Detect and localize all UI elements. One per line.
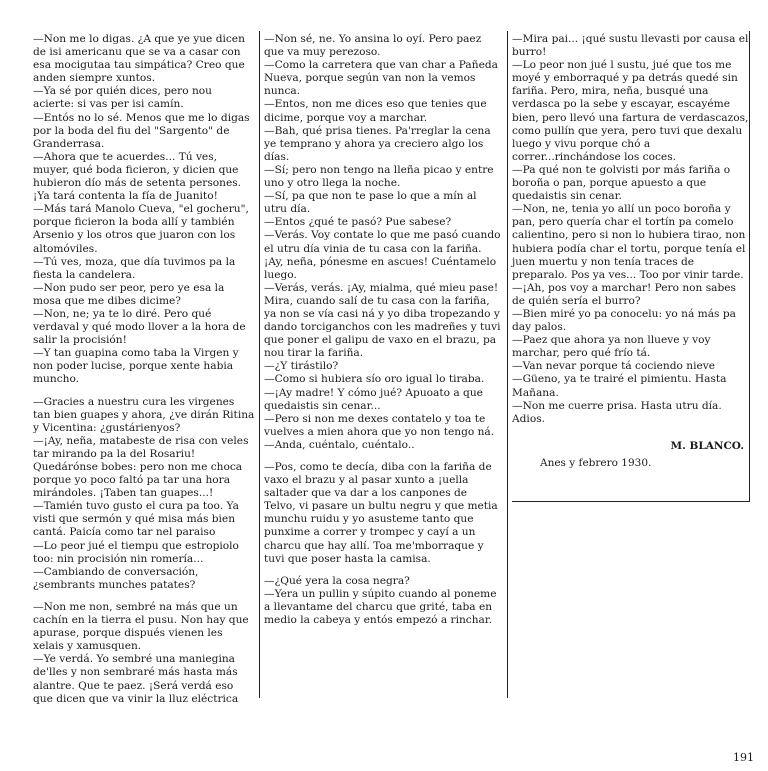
paragraph: —Ahora que te acuerdes... Tú ves, muyer, qué boda ficieron, y dicien que hubieron dío más de setenta persones. ¡Ya tará contenta la fía de Juanito!: [33, 150, 242, 203]
paragraph: —¡Ay madre! Y cómo jué? Apuoato a que quedaistis sin cenar...: [264, 386, 483, 412]
paragraph: —Cambiando de conversación, ¿sembrants munches patates?: [33, 565, 199, 591]
paragraph: —Non, ne; ya te lo diré. Pero qué verdaval y qué modo llover a la hora de salir la procisión!: [33, 307, 246, 347]
paragraph: —Van nevar porque tá cociendo nieve: [512, 360, 715, 373]
page-number: 191: [733, 751, 754, 764]
paragraph: —Ya sé por quién dices, pero nou acierte: si vas per isi camín.: [33, 85, 212, 111]
place-date: Anes y febrero 1930.: [540, 456, 652, 469]
paragraph: —Verás. Voy contate lo que me pasó cuando el utru día vinia de tu casa con la fariña.: [264, 229, 501, 255]
paragraph: —¡Ah, pos voy a marchar! Pero non sabes de quién sería el burro?: [512, 281, 736, 307]
paragraph: —Tamién tuvo gusto el cura pa too. Ya visti que sermón y qué misa más bien cantá. Paicía como tar nel paraiso: [33, 500, 239, 539]
paragraph: —Sí; pero non tengo na lleña picao y entre uno y otro llega la noche.: [264, 163, 494, 190]
paragraph: —Paez que ahora ya non llueve y voy marchar, pero qué frío tá.: [512, 334, 711, 360]
paragraph: —Mira pai... ¡qué sustu llevasti por causa el burro!: [512, 33, 749, 59]
column-divider-1: [259, 31, 260, 698]
paragraph: —¿Y tirástilo?: [264, 360, 339, 373]
paragraph: —Verás, verás. ¡Ay, mialma, qué mieu pase! Mira, cuando salí de tu casa con la fariña, ya non se vía casi ná y yo diba tropezando y dando torciganchos con les madreñes y tuvi que poner el galipu de vaxo en el brazu, pa nou tirar la fariña.: [264, 281, 501, 360]
paragraph: —Lo peor non jué l sustu, jué que tos me moyé y emborraqué y pa detrás quedé sin fariña. Pero, mira, neña, busqué una verdasca po la sebe y escayar, escayéme bien, pero llevó una fartura de verdascazos, como pullín que yera, pero tuvi que dexalu luego y vivu porque chó a correr...rinchándose los coces.: [512, 59, 749, 163]
text-column-1: [33, 33, 255, 706]
paragraph: —Non me cuerre prisa. Hasta utru día. Adios.: [512, 399, 722, 425]
paragraph: —Non me non, sembré na más que un cachín en la tierra el pusu. Non hay que apurase, porque dispués vienen les xelais y xamusquen.: [33, 600, 249, 653]
paragraph: —Sí, pa que non te pase lo que a mín al utru día.: [264, 190, 477, 216]
paragraph: —Non me lo digas. ¿A que ye yue dicen de isi americanu que se va a casar con esa mocigutaa tau simpática? Creo que anden siempre xuntos.: [33, 33, 245, 85]
paragraph: —Lo peor jué el tiempu que estropiolo too: nin procisión nin romería...: [33, 539, 239, 565]
paragraph: —Yera un pullin y súpito cuando al poneme a llevantame del charcu que grité, taba en medio la cabeya y entós empezó a rinchar.: [264, 587, 497, 627]
paragraph: —¡Ay, neña, matabeste de risa con veles tar mirando pa la del Rosariu! Quedárónse bobes: pero non me choca porque yo poco faltó pa tar una hora mirándoles. ¡Taben tan guapes...!: [33, 434, 249, 500]
paragraph: —Anda, cuéntalo, cuéntalo..: [264, 438, 415, 451]
paragraph: —Pa qué non te golvisti por más fariña o boroña o pan, porque apuesto a que quedaistis sin cenar.: [512, 163, 731, 203]
paragraph: —Pos, como te decía, diba con la fariña de vaxo el brazu y al pasar xunto a ¡uella saltader que va dar a los canpones de Telvo, vi pasare un bultu negru y que metia munchu ruidu y yo asusteme tanto que punxime a correr y trompec y cayí a un charcu que hay allí. Toa me'mborraque y tuvi que poser hasta la camisa.: [264, 461, 498, 565]
paragraph: —Más tará Manolo Cueva, "el gocheru", porque ficieron la boda allí y también Arsenio y los otros que juaron con los altomóviles.: [33, 203, 249, 255]
paragraph: ¡Ay, neña, pónesme en ascues! Cuéntamelo luego.: [264, 255, 497, 281]
paragraph: —¿Qué yera la cosa negra?: [264, 574, 410, 587]
text-column-2: [264, 33, 501, 627]
author-signature: M. BLANCO.: [670, 439, 744, 452]
paragraph: —Como si hubiera sío oro igual lo tiraba.: [264, 373, 485, 386]
paragraph: —Gracies a nuestru cura les virgenes tan bien guapes y ahora, ¿ve dirán Ritina y Vicentina: ¿gustárienyos?: [33, 395, 255, 434]
paragraph: —Pero si non me dexes contatelo y toa te vuelves a mien ahora que yo non tengo ná.: [264, 412, 495, 438]
paragraph: —Bah, qué prisa tienes. Pa'rreglar la cena ye temprano y ahora ya creciero algo los días.: [264, 124, 491, 163]
paragraph: —Entos, non me dices eso que tenies que dicime, porque voy a marchar.: [264, 98, 487, 124]
paragraph: —Non pudo ser peor, pero ye esa la mosa que me dibes dicime?: [33, 281, 225, 307]
paragraph: —Non sé, ne. Yo ansina lo oyí. Pero paez que va muy perezoso.: [264, 33, 482, 59]
paragraph: —Güeno, ya te trairé el pimientu. Hasta Mañana.: [512, 373, 727, 399]
article-end-rule: [512, 501, 750, 502]
paragraph: —Entós no lo sé. Menos que me lo digas por la boda del fiu del "Sargento" de Granderrasa.: [33, 111, 250, 150]
paragraph: —Bien miré yo pa conocelu: yo ná más pa day palos.: [512, 307, 736, 334]
paragraph: —Entos ¿qué te pasó? Pue sabese?: [264, 216, 452, 229]
paragraph: —Como la carretera que van char a Pañeda Nueva, porque según van non la vemos nunca.: [264, 59, 498, 98]
paragraph: —Non, ne, tenia yo allí un poco boroña y pan, pero quería char el tortín pa comelo calientino, pero si non lo hubiera tirao, non hubiera podía char el tortu, porque tenía el juen muertu y non tenía traces de preparalo. Pos ya ves... Too por vinir tarde.: [512, 203, 746, 281]
paragraph: —Y tan guapina como taba la Virgen y non poder lucise, porque xente habia muncho.: [33, 347, 239, 386]
paragraph: —Tú ves, moza, que día tuvimos pa la fiesta la candelera.: [33, 255, 236, 281]
text-column-3: [512, 33, 750, 470]
paragraph: —Ye verdá. Yo sembré una maniegina de'lles y non sembraré más hasta más alantre. Que te paez. ¡Será verdá eso que dicen que va vinir la lluz eléctrica: [33, 653, 239, 705]
column-divider-2: [507, 31, 508, 698]
